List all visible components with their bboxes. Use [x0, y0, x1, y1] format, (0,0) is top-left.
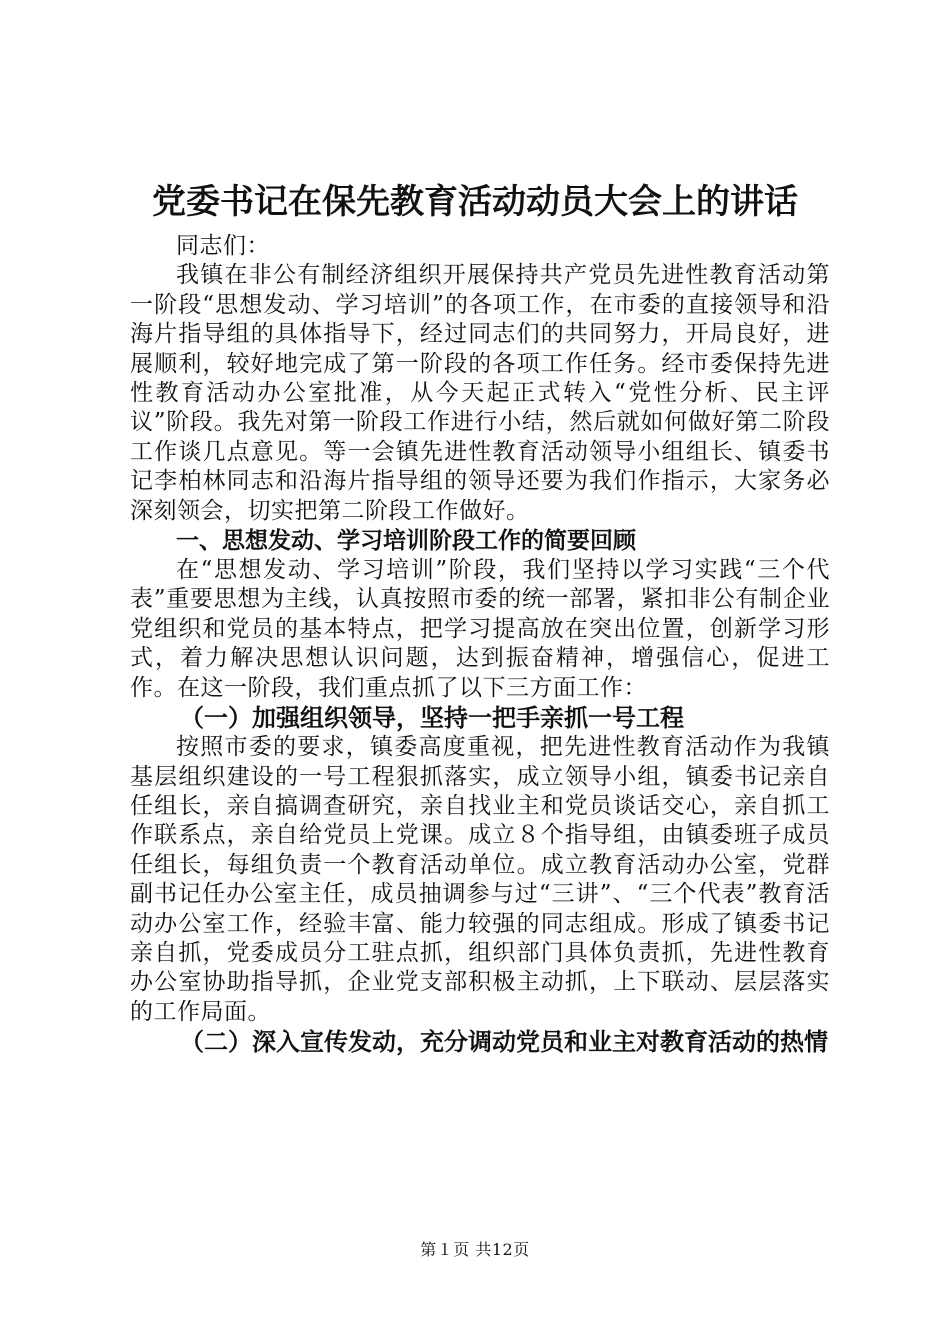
section-heading-1: 一、思想发动、学习培训阶段工作的简要回顾 — [176, 528, 636, 555]
document-title: 党委书记在保先教育活动动员大会上的讲话 — [152, 182, 798, 222]
subsection-heading-1: （一）加强组织领导，坚持一把手亲抓一号工程 — [180, 704, 684, 733]
subsection-1-paragraph: 按照市委的要求，镇委高度重视，把先进性教育活动作为我镇基层组织建设的一号工程狠抓落实，成立领导小组，镇委书记亲自任组长，亲自搞调查研究，亲自找业主和党员谈话交心，亲自抓工作联系点，亲自给党员上党课。成立８个指导组，由镇委班子成员任组长，每组负责一个教育活动单位。成立教育活动办公室，党群副书记任办公室主任，成员抽调参与过“三讲”、“三个代表”教育活动办公室工作，经验丰富、能力较强的同志组成。形成了镇委书记亲自抓，党委成员分工驻点抓，组织部门具体负责抓，先进性教育办公室协助指导抓，企业党支部积极主动抓，上下联动、层层落实的工作局面。 — [130, 734, 830, 1025]
intro-paragraph: 我镇在非公有制经济组织开展保持共产党员先进性教育活动第一阶段“思想发动、学习培训”的各项工作，在市委的直接领导和沿海片指导组的具体指导下，经过同志们的共同努力，开局良好，进展顺利，较好地完成了第一阶段的各项工作任务。经市委保持先进性教育活动办公室批准，从今天起正式转入“党性分析、民主评议”阶段。我先对第一阶段工作进行小结，然后就如何做好第二阶段工作谈几点意见。等一会镇先进性教育活动领导小组组长、镇委书记李柏林同志和沿海片指导组的领导还要为我们作指示，大家务必深刻领会，切实把第二阶段工作做好。 — [130, 262, 830, 524]
page-number-footer: 第１页 共12页 — [420, 1240, 530, 1259]
subsection-heading-2: （二）深入宣传发动，充分调动党员和业主对教育活动的热情 — [180, 1028, 828, 1057]
document-body — [130, 232, 830, 1057]
salutation: 同志们： — [176, 233, 270, 259]
section-1-paragraph: 在“思想发动、学习培训”阶段，我们坚持以学习实践“三个代表”重要思想为主线，认真按照市委的统一部署，紧扣非公有制企业党组织和党员的基本特点，把学习提高放在突出位置，创新学习形式，着力解决思想认识问题，达到振奋精神，增强信心，促进工作。在这一阶段，我们重点抓了以下三方面工作： — [130, 557, 830, 701]
